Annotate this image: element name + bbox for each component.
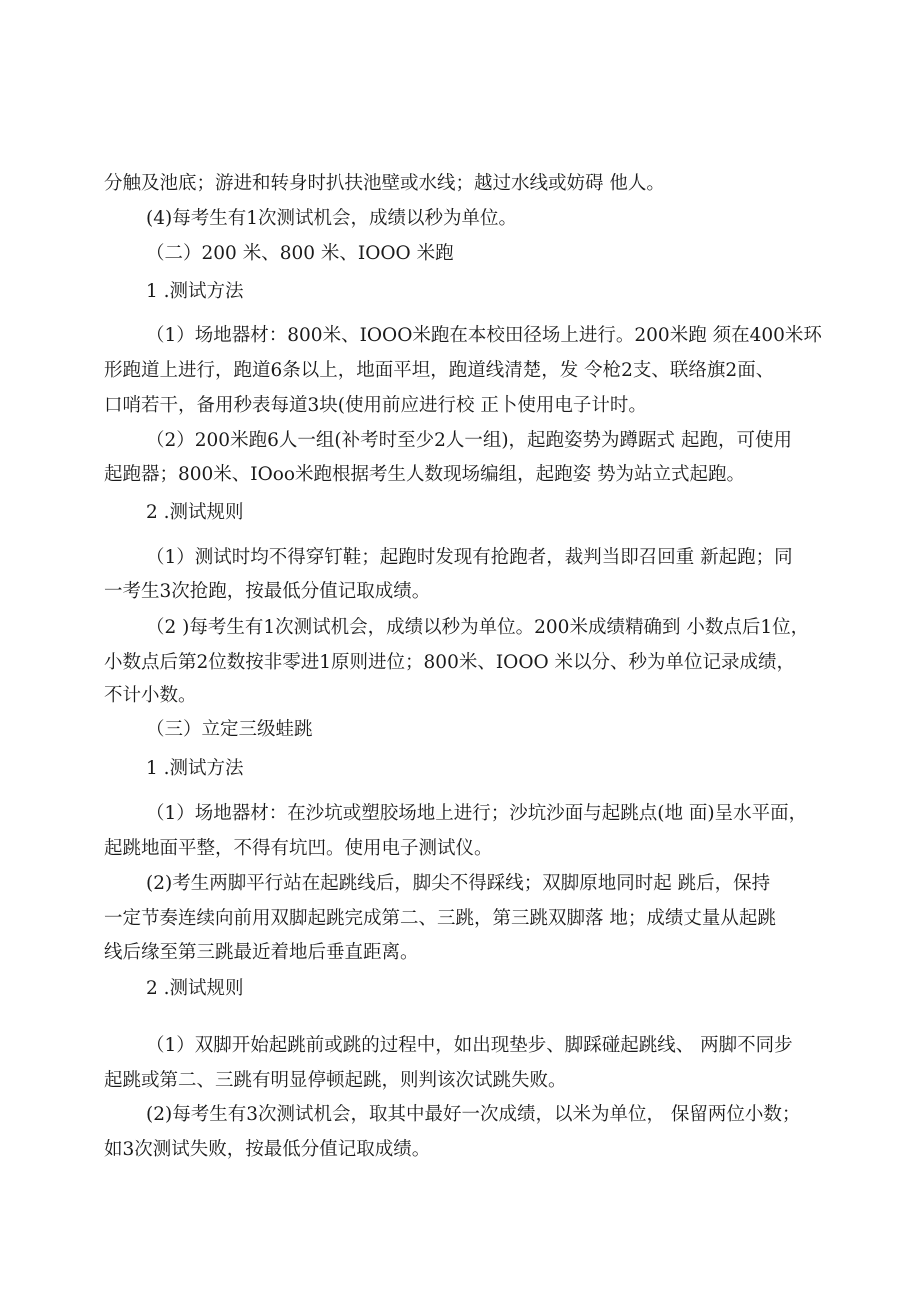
text-line: （1）测试时均不得穿钉鞋；起跑时发现有抢跑者，裁判当即召回重 新起跑；同 bbox=[146, 547, 793, 568]
text-line: 不计小数。 bbox=[104, 685, 197, 706]
text-line: 形跑道上进行，跑道6条以上，地面平坦，跑道线清楚，发 令枪2支、联络旗2面、 bbox=[104, 360, 775, 381]
subsection-heading: 2 .测试规则 bbox=[146, 502, 244, 523]
text-line: 如3次测试失败，按最低分值记取成绩。 bbox=[104, 1139, 431, 1160]
text-line: 起跳或第二、三跳有明显停顿起跳，则判该次试跳失败。 bbox=[104, 1070, 567, 1091]
text-line: 线后缘至第三跳最近着地后垂直距离。 bbox=[104, 942, 419, 963]
subsection-heading: 1 .测试方法 bbox=[146, 281, 244, 302]
text-line: （1）双脚开始起跳前或跳的过程中，如出现垫步、脚踩碰起跳线、 两脚不同步 bbox=[146, 1035, 793, 1056]
subsection-heading: 2 .测试规则 bbox=[146, 978, 244, 999]
text-line: （2 )每考生有1次测试机会，成绩以秒为单位。200米成绩精确到 小数点后1位， bbox=[146, 617, 810, 638]
text-line: 一考生3次抢跑，按最低分值记取成绩。 bbox=[104, 581, 431, 602]
text-line: （2）200米跑6人一组(补考时至少2人一组)，起跑姿势为蹲踞式 起跑，可使用 bbox=[146, 430, 792, 451]
text-line: 分触及池底；游进和转身时扒扶池壁或水线；越过水线或妨碍 他人。 bbox=[104, 173, 665, 194]
text-line: 一定节奏连续向前用双脚起跳完成第二、三跳，第三跳双脚落 地；成绩丈量从起跳 bbox=[104, 908, 776, 929]
text-line: (2)考生两脚平行站在起跳线后，脚尖不得踩线；双脚原地同时起 跳后，保持 bbox=[146, 873, 771, 894]
section-heading: （二）200 米、800 米、IOOO 米跑 bbox=[146, 243, 454, 264]
text-line: (2)每考生有3次测试机会，取其中最好一次成绩，以米为单位， 保留两位小数； bbox=[146, 1104, 801, 1125]
text-line: 小数点后第2位数按非零进1原则进位；800米、IOOO 米以分、秒为单位记录成绩， bbox=[104, 652, 796, 673]
text-line: 起跳地面平整，不得有坑凹。使用电子测试仪。 bbox=[104, 838, 493, 859]
text-line: (4)每考生有1次测试机会，成绩以秒为单位。 bbox=[146, 208, 517, 229]
text-line: 口哨若干，备用秒表每道3块(使用前应进行校 正卜使用电子计时。 bbox=[104, 395, 647, 416]
text-line: （1）场地器材：800米、IOOO米跑在本校田径场上进行。200米跑 须在400米环 bbox=[146, 325, 822, 346]
text-line: 起跑器；800米、IOoo米跑根据考生人数现场编组，起跑姿 势为站立式起跑。 bbox=[104, 464, 745, 485]
section-heading: （三）立定三级蛙跳 bbox=[146, 719, 313, 740]
text-line: （1）场地器材：在沙坑或塑胶场地上进行；沙坑沙面与起跳点(地 面)呈水平面， bbox=[146, 803, 808, 824]
subsection-heading: 1 .测试方法 bbox=[146, 758, 244, 779]
